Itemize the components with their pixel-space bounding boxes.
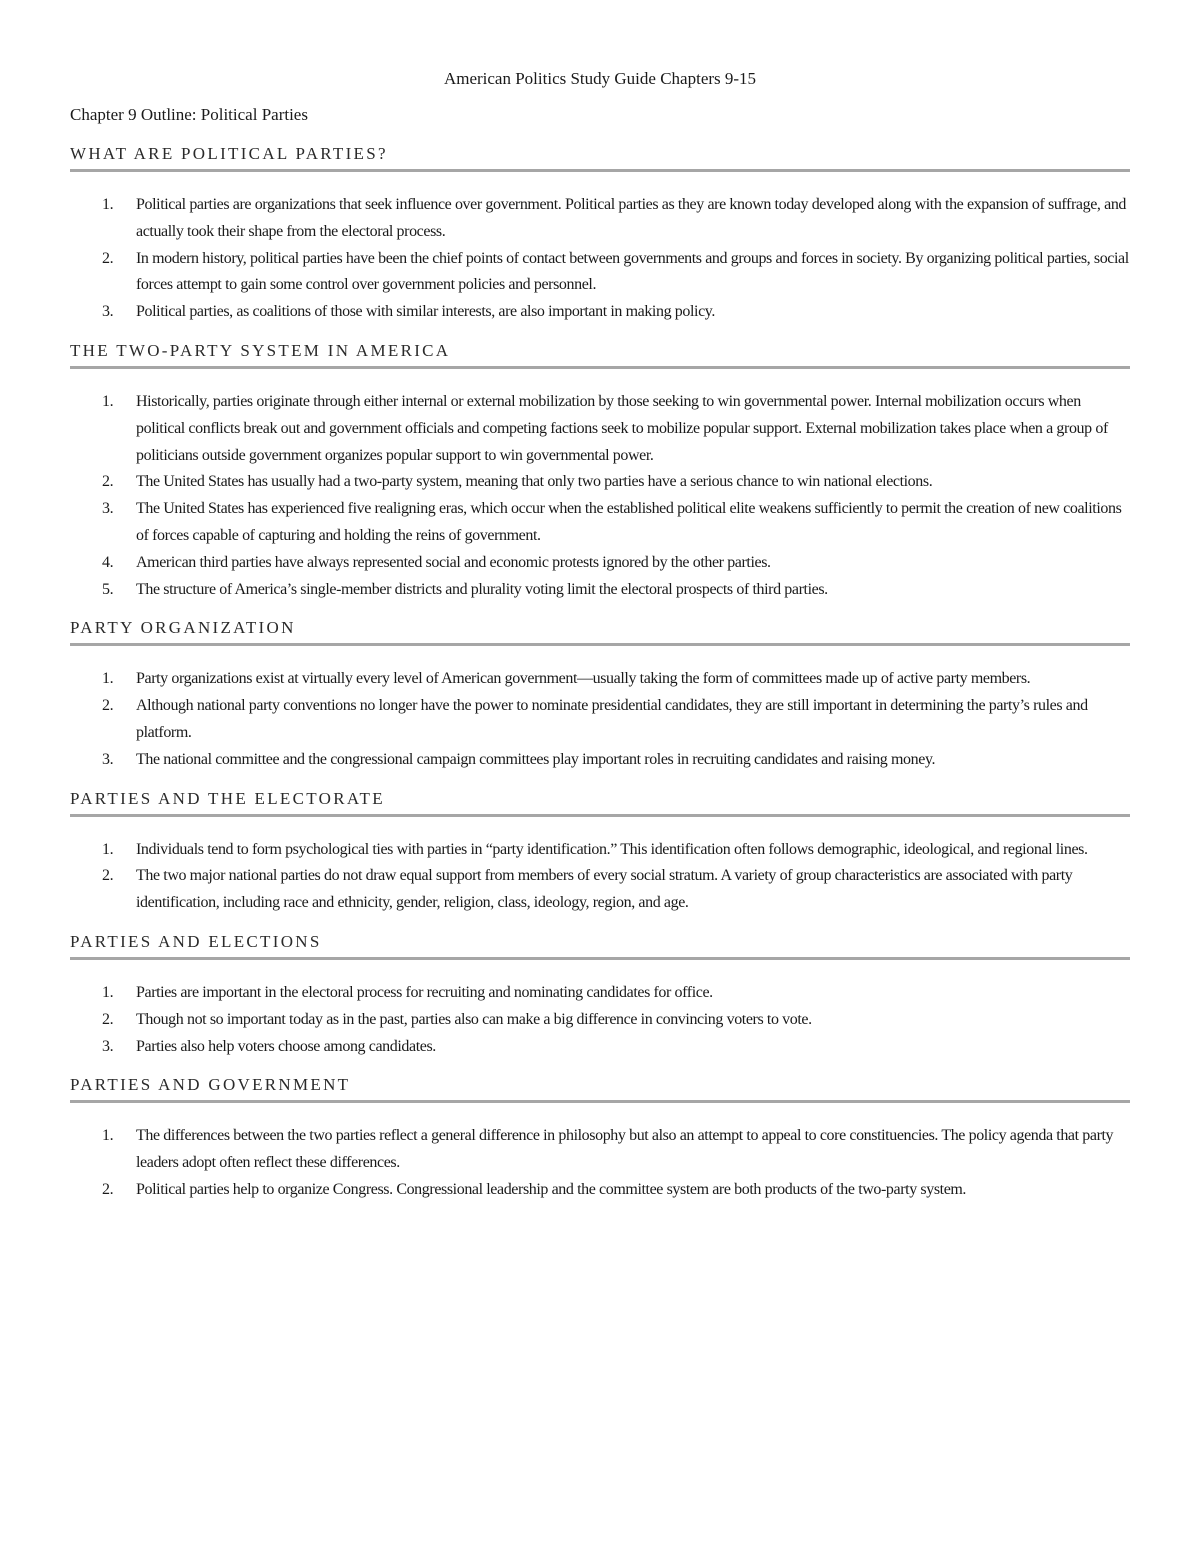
section-heading: WHAT ARE POLITICAL PARTIES?	[70, 141, 1130, 172]
list-item	[70, 666, 1130, 693]
list-item	[70, 389, 1130, 469]
section	[70, 929, 1130, 1060]
list-number: 1.	[102, 392, 114, 410]
list-number: 2.	[102, 697, 114, 715]
section	[70, 1072, 1130, 1203]
section	[70, 338, 1130, 603]
numbered-list	[70, 389, 1130, 603]
list-item-text: Party organizations exist at virtually every level of American government—usually taking the form of committees made up of active party members.	[136, 670, 1031, 688]
list-item	[70, 469, 1130, 496]
list-number: 3.	[102, 303, 114, 321]
section-heading: THE TWO-PARTY SYSTEM IN AMERICA	[70, 338, 1130, 369]
list-item	[70, 1007, 1130, 1034]
list-number: 2.	[102, 473, 114, 491]
list-item	[70, 1034, 1130, 1061]
chapter-title: Chapter 9 Outline: Political Parties	[70, 105, 308, 124]
list-item	[70, 693, 1130, 747]
list-item	[70, 837, 1130, 864]
section-heading: PARTIES AND THE ELECTORATE	[70, 786, 1130, 817]
list-number: 1.	[102, 1127, 114, 1145]
numbered-list	[70, 837, 1130, 917]
list-number: 3.	[102, 750, 114, 768]
list-number: 5.	[102, 580, 114, 598]
list-item-text: Individuals tend to form psychological ties with parties in “party identification.” This identification often follows demographic, ideological, and regional lines.	[136, 840, 1088, 858]
list-number: 1.	[102, 670, 114, 688]
list-item-text: In modern history, political parties have been the chief points of contact between governments and groups and forces in society. By organizing political parties, social forces attempt to gain some control over government policies and personnel.	[136, 249, 1129, 294]
list-number: 3.	[102, 1037, 114, 1055]
list-item-text: The two major national parties do not draw equal support from members of every social stratum. A variety of group characteristics are associated with party identification, including race and ethnicity, gender, religion, class, ideology, region, and age.	[136, 867, 1073, 912]
list-item	[70, 747, 1130, 774]
list-number: 2.	[102, 867, 114, 885]
section-heading: PARTIES AND ELECTIONS	[70, 929, 1130, 960]
list-item-text: Though not so important today as in the past, parties also can make a big difference in convincing voters to vote.	[136, 1010, 812, 1028]
list-item-text: Parties also help voters choose among candidates.	[136, 1037, 436, 1055]
list-item-text: The United States has usually had a two-party system, meaning that only two parties have a serious chance to win national elections.	[136, 473, 933, 491]
list-item-text: American third parties have always represented social and economic protests ignored by the other parties.	[136, 553, 771, 571]
numbered-list	[70, 192, 1130, 326]
list-number: 4.	[102, 553, 114, 571]
list-number: 2.	[102, 1010, 114, 1028]
list-item-text: Political parties are organizations that seek influence over government. Political parties as they are known today developed along with the expansion of suffrage, and actually took their shape from the electoral process.	[136, 196, 1127, 240]
list-item	[70, 1123, 1130, 1177]
section-heading: PARTIES AND GOVERNMENT	[70, 1072, 1130, 1103]
list-item-text: The national committee and the congressional campaign committees play important roles in recruiting candidates and raising money.	[136, 750, 936, 768]
section	[70, 615, 1130, 773]
list-number: 1.	[102, 840, 114, 858]
list-item	[70, 496, 1130, 550]
list-item-text: The differences between the two parties reflect a general difference in philosophy but also an attempt to appeal to core constituencies. The policy agenda that party leaders adopt often reflect these differences.	[136, 1127, 1114, 1172]
list-item-text: Political parties help to organize Congress. Congressional leadership and the committee system are both products of the two-party system.	[136, 1180, 967, 1198]
list-item-text: Although national party conventions no longer have the power to nominate presidential candidates, they are still important in determining the party’s rules and platform.	[136, 697, 1088, 741]
list-number: 3.	[102, 500, 114, 518]
list-item	[70, 863, 1130, 917]
section	[70, 786, 1130, 917]
list-number: 1.	[102, 983, 114, 1001]
list-number: 1.	[102, 196, 114, 213]
list-number: 2.	[102, 1180, 114, 1198]
list-item-text: Historically, parties originate through either internal or external mobilization by those seeking to win governmental power. Internal mobilization occurs when political conflicts break out and government officials and competing factions seek to mobilize popular support. External mobilization takes place when a group of politicians outside government organizes popular support to win governmental power.	[136, 392, 1108, 464]
list-item	[70, 1177, 1130, 1204]
section-heading: PARTY ORGANIZATION	[70, 615, 1130, 646]
list-item	[70, 577, 1130, 604]
list-item-text: The structure of America’s single-member districts and plurality voting limit the electoral prospects of third parties.	[136, 580, 828, 598]
list-item	[70, 299, 1130, 326]
numbered-list	[70, 666, 1130, 773]
section	[70, 141, 1130, 326]
list-item-text: Parties are important in the electoral process for recruiting and nominating candidates for office.	[136, 983, 713, 1001]
list-item-text: The United States has experienced five realigning eras, which occur when the established political elite weakens sufficiently to permit the creation of new coalitions of forces capable of capturing and holding the reins of government.	[136, 500, 1122, 544]
list-number: 2.	[102, 249, 114, 267]
numbered-list	[70, 1123, 1130, 1203]
document-title: American Politics Study Guide Chapters 9-15	[443, 69, 757, 88]
list-item	[70, 192, 1130, 246]
list-item	[70, 980, 1130, 1007]
numbered-list	[70, 980, 1130, 1060]
list-item	[70, 246, 1130, 300]
list-item-text: Political parties, as coalitions of those with similar interests, are also important in making policy.	[136, 303, 715, 321]
list-item	[70, 550, 1130, 577]
